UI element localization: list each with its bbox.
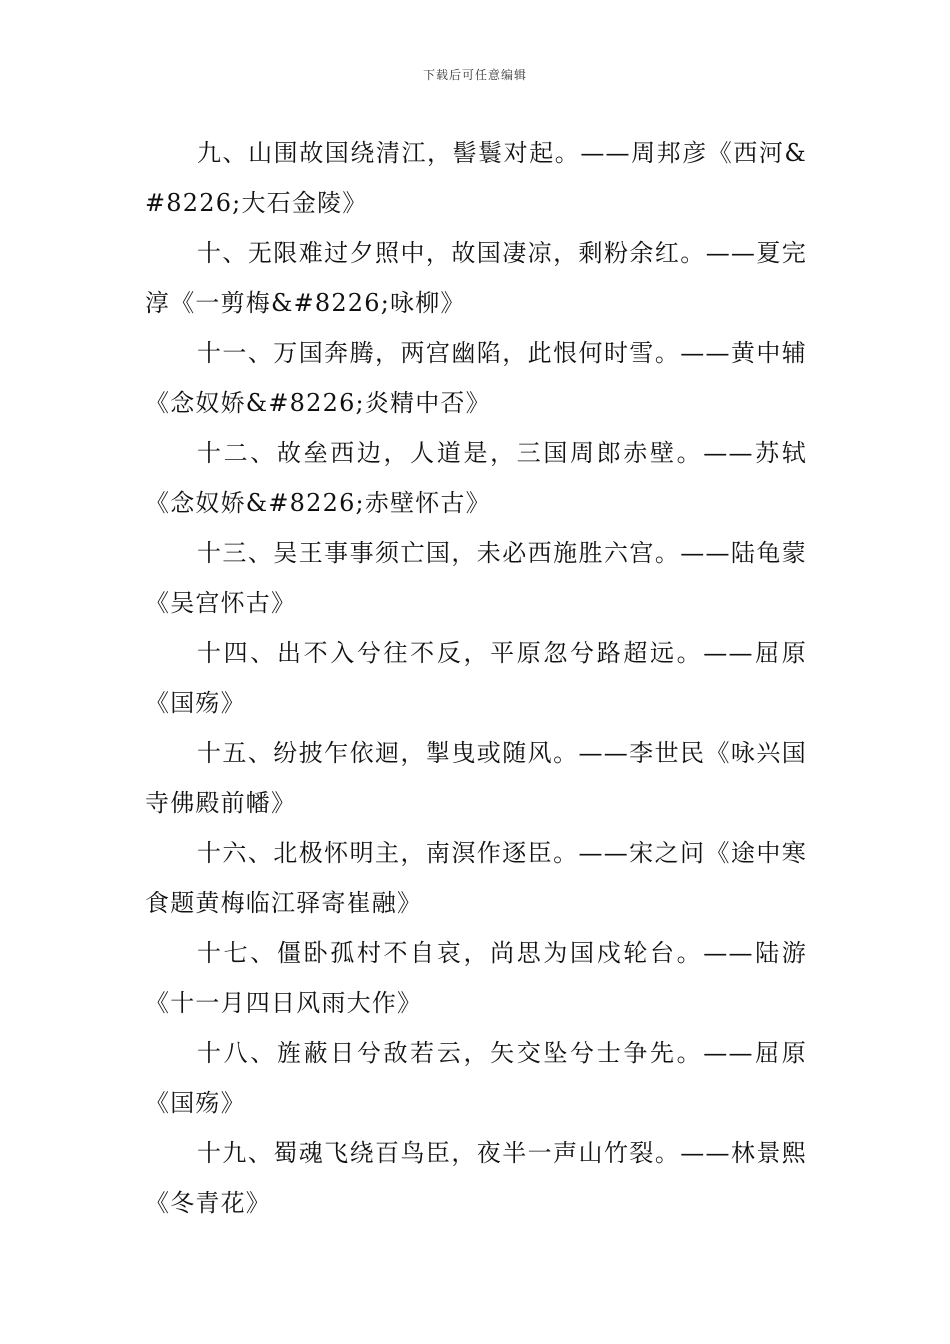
paragraph-9: 九、山围故国绕清江，髻鬟对起。——周邦彦《西河&#8226;大石金陵》 [145, 139, 807, 217]
paragraph-13: 十三、吴王事事须亡国，未必西施胜六宫。——陆龟蒙《吴宫怀古》 [145, 539, 807, 617]
document-body [145, 128, 807, 1228]
paragraph-12: 十二、故垒西边，人道是，三国周郎赤壁。——苏轼《念奴娇&#8226;赤壁怀古》 [145, 439, 807, 517]
paragraph-19: 十九、蜀魂飞绕百鸟臣，夜半一声山竹裂。——林景熙《冬青花》 [145, 1139, 807, 1217]
page-header: 下载后可任意编辑 [422, 68, 527, 82]
paragraph-15: 十五、纷披乍依迴，掣曳或随风。——李世民《咏兴国寺佛殿前幡》 [145, 739, 807, 817]
paragraph-14: 十四、出不入兮往不反，平原忽兮路超远。——屈原《国殇》 [145, 639, 807, 717]
paragraph-17: 十七、僵卧孤村不自哀，尚思为国戍轮台。——陆游《十一月四日风雨大作》 [145, 939, 807, 1017]
paragraph-18: 十八、旌蔽日兮敌若云，矢交坠兮士争先。——屈原《国殇》 [145, 1039, 807, 1117]
paragraph-11: 十一、万国奔腾，两宫幽陷，此恨何时雪。——黄中辅《念奴娇&#8226;炎精中否》 [145, 339, 807, 417]
paragraph-10: 十、无限难过夕照中，故国凄凉，剩粉余红。——夏完淳《一剪梅&#8226;咏柳》 [145, 239, 807, 317]
paragraph-16: 十六、北极怀明主，南溟作逐臣。——宋之问《途中寒食题黄梅临江驿寄崔融》 [145, 839, 807, 917]
